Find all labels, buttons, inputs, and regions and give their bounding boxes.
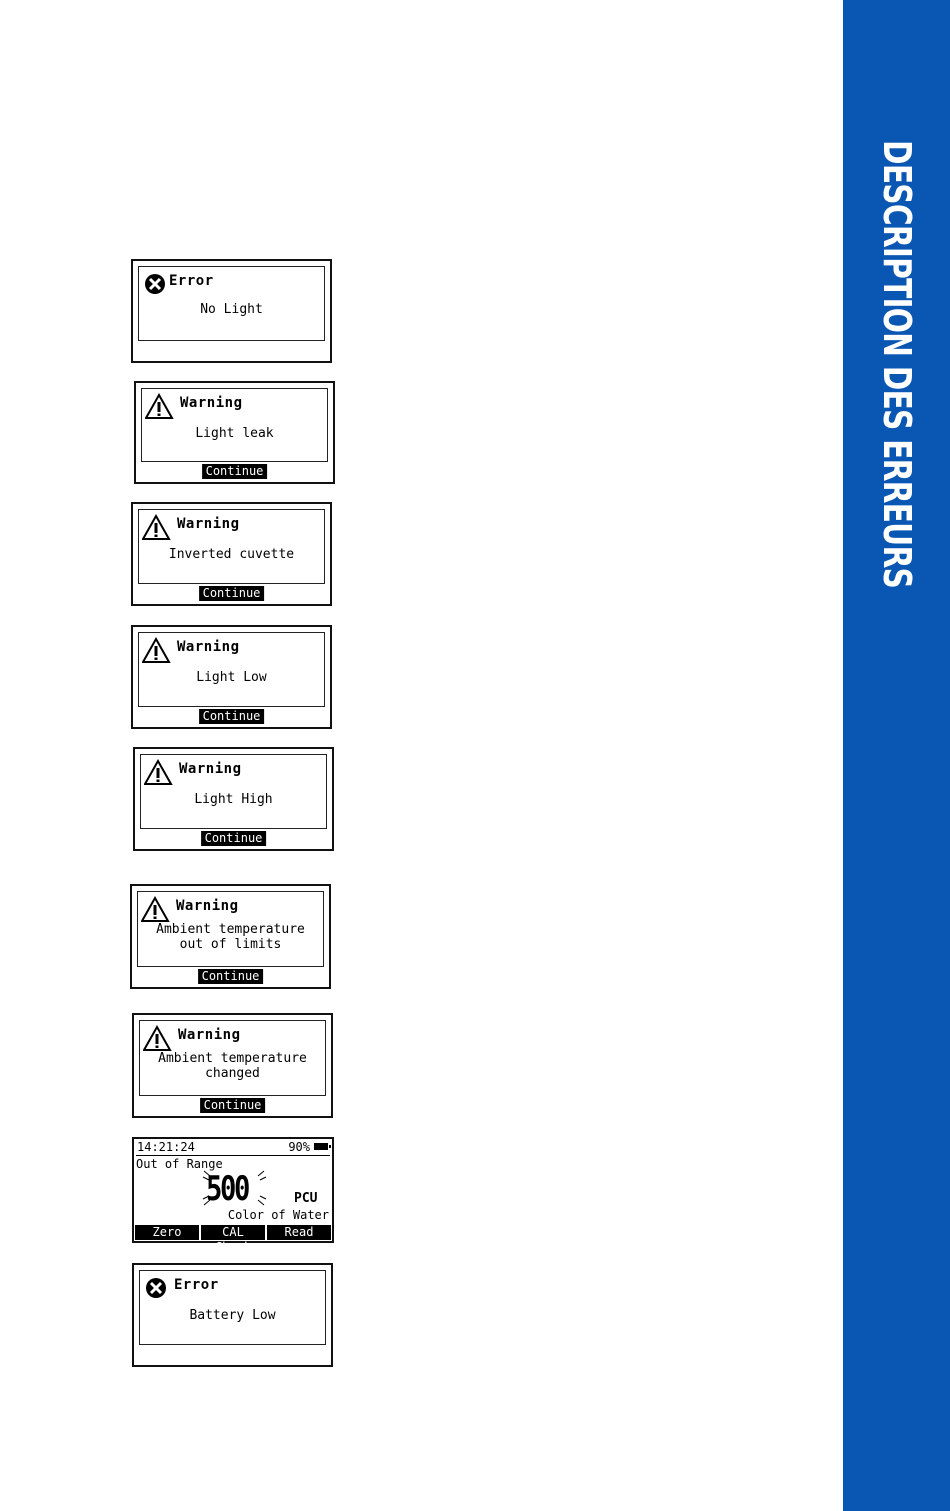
screen-header: Warning: [179, 761, 242, 777]
cal-check-key[interactable]: CAL Check: [201, 1225, 265, 1240]
read-key[interactable]: Read: [267, 1225, 331, 1240]
measurement-screen: [132, 1137, 334, 1254]
out-of-range-label: Out of Range: [136, 1157, 223, 1171]
message-box: [137, 891, 324, 967]
message-box: [138, 632, 325, 707]
sidebar-title: DESCRIPTION DES ERREURS: [875, 140, 919, 589]
warning-screen-light-low: [131, 625, 332, 729]
warning-icon: [145, 392, 175, 422]
screen-message: Battery Low: [189, 1308, 276, 1323]
error-icon: [143, 1274, 173, 1304]
warning-screen-light-high: [133, 747, 334, 851]
warning-screen-temperature-out-of-limits: [130, 884, 331, 989]
screen-message: Light Low: [196, 670, 267, 685]
message-box: [139, 1020, 326, 1096]
screen-message-line1: Ambient temperature: [156, 922, 305, 937]
continue-button[interactable]: Continue: [199, 709, 265, 724]
message-box: [139, 1270, 326, 1345]
error-screen-battery-low: [132, 1263, 333, 1367]
screen-header: Error: [174, 1277, 219, 1293]
screen-message: Light High: [194, 792, 273, 807]
battery-percent: 90%: [288, 1140, 310, 1154]
warning-icon: [143, 1024, 173, 1054]
warning-icon: [144, 758, 174, 788]
message-box: [141, 388, 328, 462]
warning-screen-temperature-changed: [132, 1013, 333, 1118]
screen-header: Warning: [178, 1027, 241, 1043]
continue-button[interactable]: Continue: [202, 464, 268, 479]
message-box: [138, 509, 325, 584]
screen-header: Warning: [180, 395, 243, 411]
screen-header: Error: [169, 273, 214, 289]
zero-key[interactable]: Zero: [135, 1225, 199, 1240]
continue-button[interactable]: Continue: [200, 1098, 266, 1113]
message-box: [140, 754, 327, 829]
clock: 14:21:24: [137, 1140, 195, 1154]
reading-value: 500: [206, 1169, 248, 1209]
reading-unit: PCU: [294, 1191, 318, 1206]
screen-message: No Light: [200, 302, 263, 317]
error-screen-no-light: [131, 259, 332, 363]
message-box: [138, 266, 325, 341]
screen-message: Light leak: [195, 426, 274, 441]
screen-message-line1: Ambient temperature: [158, 1051, 307, 1066]
screen-header: Warning: [177, 639, 240, 655]
warning-icon: [141, 895, 171, 925]
screen-header: Warning: [177, 516, 240, 532]
screen-message-line2: changed: [205, 1066, 260, 1081]
warning-icon: [142, 513, 172, 543]
continue-button[interactable]: Continue: [201, 831, 267, 846]
warning-screen-light-leak: [134, 381, 335, 484]
screen-message: Inverted cuvette: [168, 547, 295, 562]
continue-button[interactable]: Continue: [199, 586, 265, 601]
error-icon: [142, 270, 172, 300]
screen-header: Warning: [176, 898, 239, 914]
status-bar: [136, 1140, 330, 1156]
warning-icon: [142, 636, 172, 666]
continue-button[interactable]: Continue: [198, 969, 264, 984]
softkey-bar: [135, 1225, 331, 1254]
warning-screen-inverted-cuvette: [131, 502, 332, 606]
screen-message-line2: out of limits: [179, 937, 282, 952]
sidebar-band: [843, 0, 950, 1511]
parameter-name: Color of Water: [227, 1208, 329, 1222]
battery-icon: [314, 1143, 328, 1150]
